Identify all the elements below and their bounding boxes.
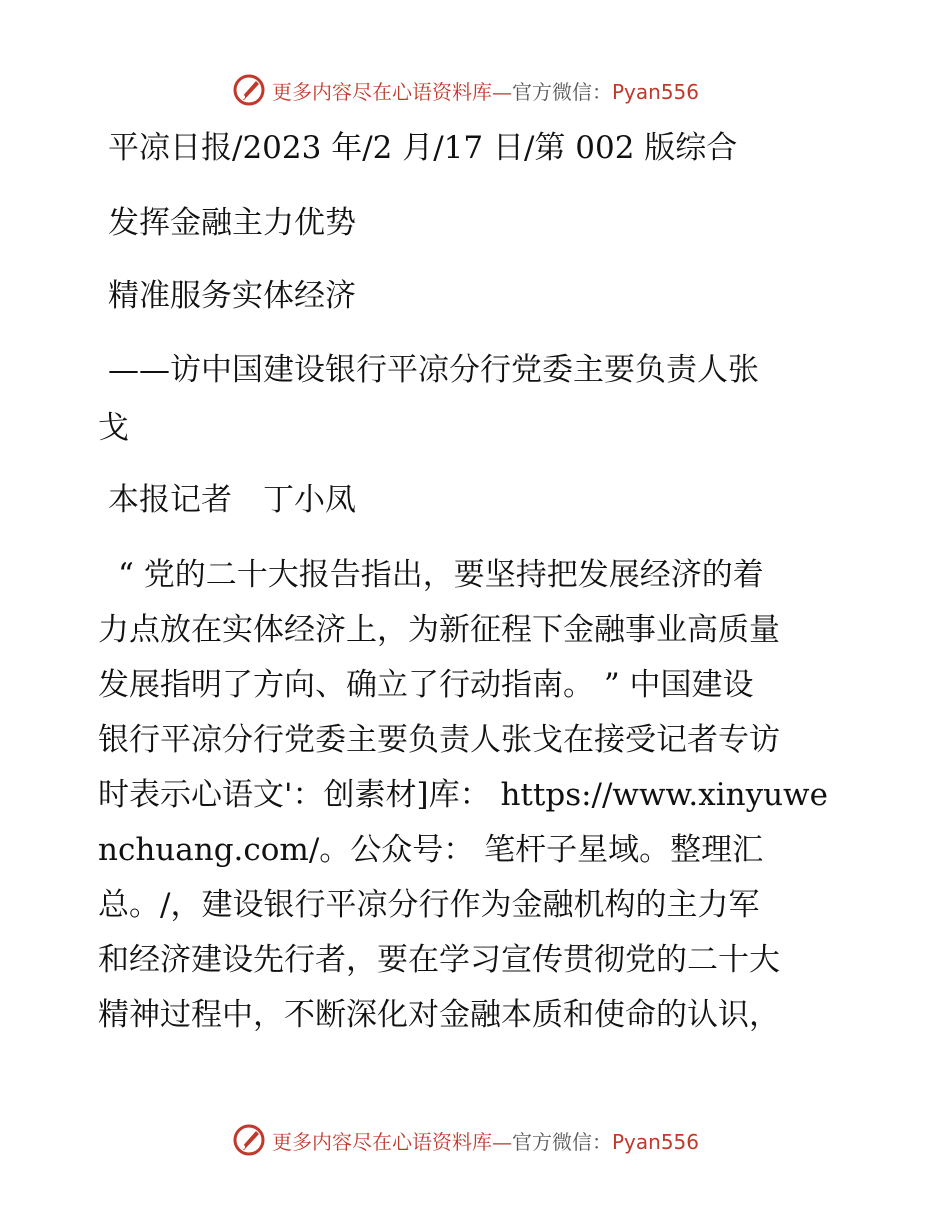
body-line: 和经济建设先行者，要在学习宣传贯彻党的二十大 [98, 942, 780, 978]
dateline: 平凉日报/2023 年/2 月/17 日/第 002 版综合 [108, 130, 738, 166]
body-line: 发展指明了方向、确立了行动指南。 ” 中国建设 [98, 667, 754, 703]
quill-logo-icon [232, 1123, 266, 1157]
byline: 本报记者 丁小凤 [108, 482, 356, 518]
banner-separator: — [492, 79, 512, 104]
banner-handle: Pyan556 [612, 79, 700, 104]
banner-handle: Pyan556 [612, 1129, 700, 1154]
banner-separator: — [492, 1129, 512, 1154]
body-line: 银行平凉分行党委主要负责人张戈在接受记者专访 [98, 722, 780, 758]
header-watermark-banner [232, 70, 712, 110]
body-line: nchuang.com/。公众号： 笔杆子星域。整理汇 [98, 832, 764, 868]
article-subtitle-line-1: ——访中国建设银行平凉分行党委主要负责人张 [108, 352, 759, 388]
banner-slogan: 更多内容尽在心语资料库 [272, 1129, 492, 1154]
banner-wechat-label: 官方微信： [512, 1129, 612, 1154]
footer-watermark-banner [232, 1120, 712, 1160]
banner-text [272, 1126, 699, 1155]
banner-slogan: 更多内容尽在心语资料库 [272, 79, 492, 104]
banner-wechat-label: 官方微信： [512, 79, 612, 104]
article-title-line-1: 发挥金融主力优势 [108, 205, 356, 241]
body-line: 总。/，建设银行平凉分行作为金融机构的主力军 [98, 887, 760, 923]
article-title-line-2: 精准服务实体经济 [108, 278, 356, 314]
quill-logo-icon [232, 73, 266, 107]
article-body [98, 548, 850, 1043]
body-line: 时表示心语文'：创素材]库： https://www.xinyuwe [98, 777, 828, 813]
body-line: 精神过程中，不断深化对金融本质和使命的认识， [98, 997, 780, 1033]
body-line: “ 党的二十大报告指出，要坚持把发展经济的着 [118, 557, 764, 593]
article-subtitle-line-2: 戈 [98, 410, 129, 446]
body-line: 力点放在实体经济上，为新征程下金融事业高质量 [98, 612, 780, 648]
banner-text [272, 76, 699, 105]
